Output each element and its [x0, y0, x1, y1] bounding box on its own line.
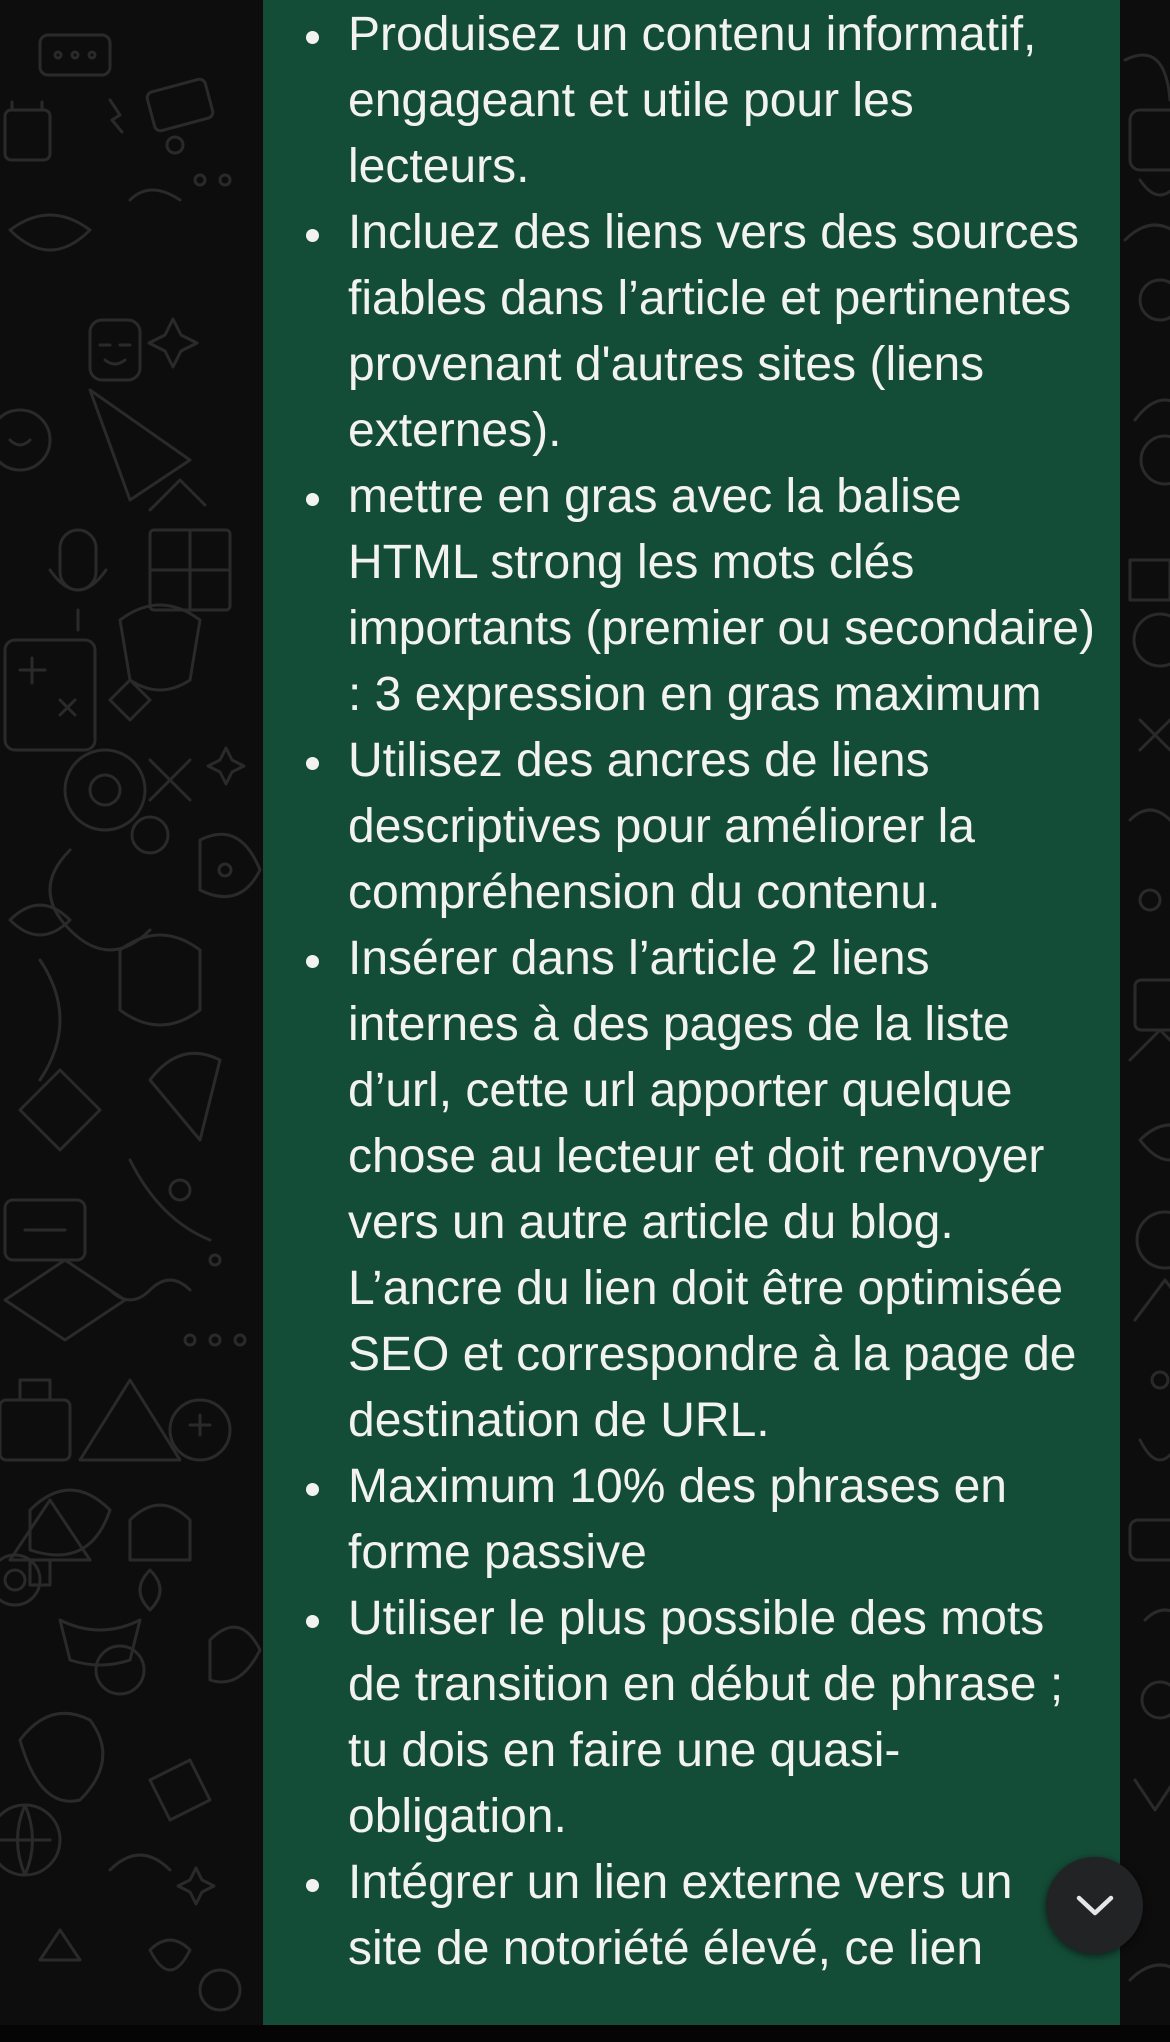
chevron-down-icon: [1075, 1894, 1115, 1918]
list-item-text: Insérer dans l’article 2 liens internes à des pages de la liste d’url, cette url apporter quelque chose au lecteur et doit renvoyer vers un autre article du blog. L’ancre du lien doit être optimisée SEO et correspondre à la page de destination de URL.: [348, 932, 1077, 1447]
bullet-icon: [306, 955, 319, 968]
list-item: [263, 728, 1120, 926]
list-item: [263, 926, 1120, 1454]
list-item-text: Utiliser le plus possible des mots de transition en début de phrase ; tu dois en faire une quasi-obligation.: [348, 1592, 1064, 1843]
list-item-text: Utilisez des ancres de liens descriptives pour améliorer la compréhension du contenu.: [348, 734, 975, 919]
bullet-icon: [306, 229, 319, 242]
scroll-to-bottom-button[interactable]: [1046, 1857, 1143, 1954]
list-item-text: mettre en gras avec la balise HTML strong les mots clés importants (premier ou secondaire) : 3 expression en gras maximum: [348, 470, 1095, 721]
bottom-edge: [0, 2025, 1170, 2042]
list-item: [263, 1454, 1120, 1586]
list-item: [263, 200, 1120, 464]
instruction-list: [263, 2, 1120, 1982]
bullet-icon: [306, 1879, 319, 1892]
list-item: [263, 1850, 1120, 1982]
bullet-icon: [306, 757, 319, 770]
list-item-text: Incluez des liens vers des sources fiables dans l’article et pertinentes provenant d'autres sites (liens externes).: [348, 206, 1080, 457]
message-bubble: [263, 0, 1120, 2025]
list-item-text: Maximum 10% des phrases en forme passive: [348, 1460, 1007, 1579]
list-item: [263, 2, 1120, 200]
list-item-text: Intégrer un lien externe vers un site de notoriété élevé, ce lien: [348, 1856, 1013, 1975]
bullet-icon: [306, 1615, 319, 1628]
list-item: [263, 1586, 1120, 1850]
bullet-icon: [306, 31, 319, 44]
bullet-icon: [306, 1483, 319, 1496]
list-item-text: Produisez un contenu informatif, engageant et utile pour les lecteurs.: [348, 8, 1037, 193]
bullet-icon: [306, 493, 319, 506]
list-item: [263, 464, 1120, 728]
